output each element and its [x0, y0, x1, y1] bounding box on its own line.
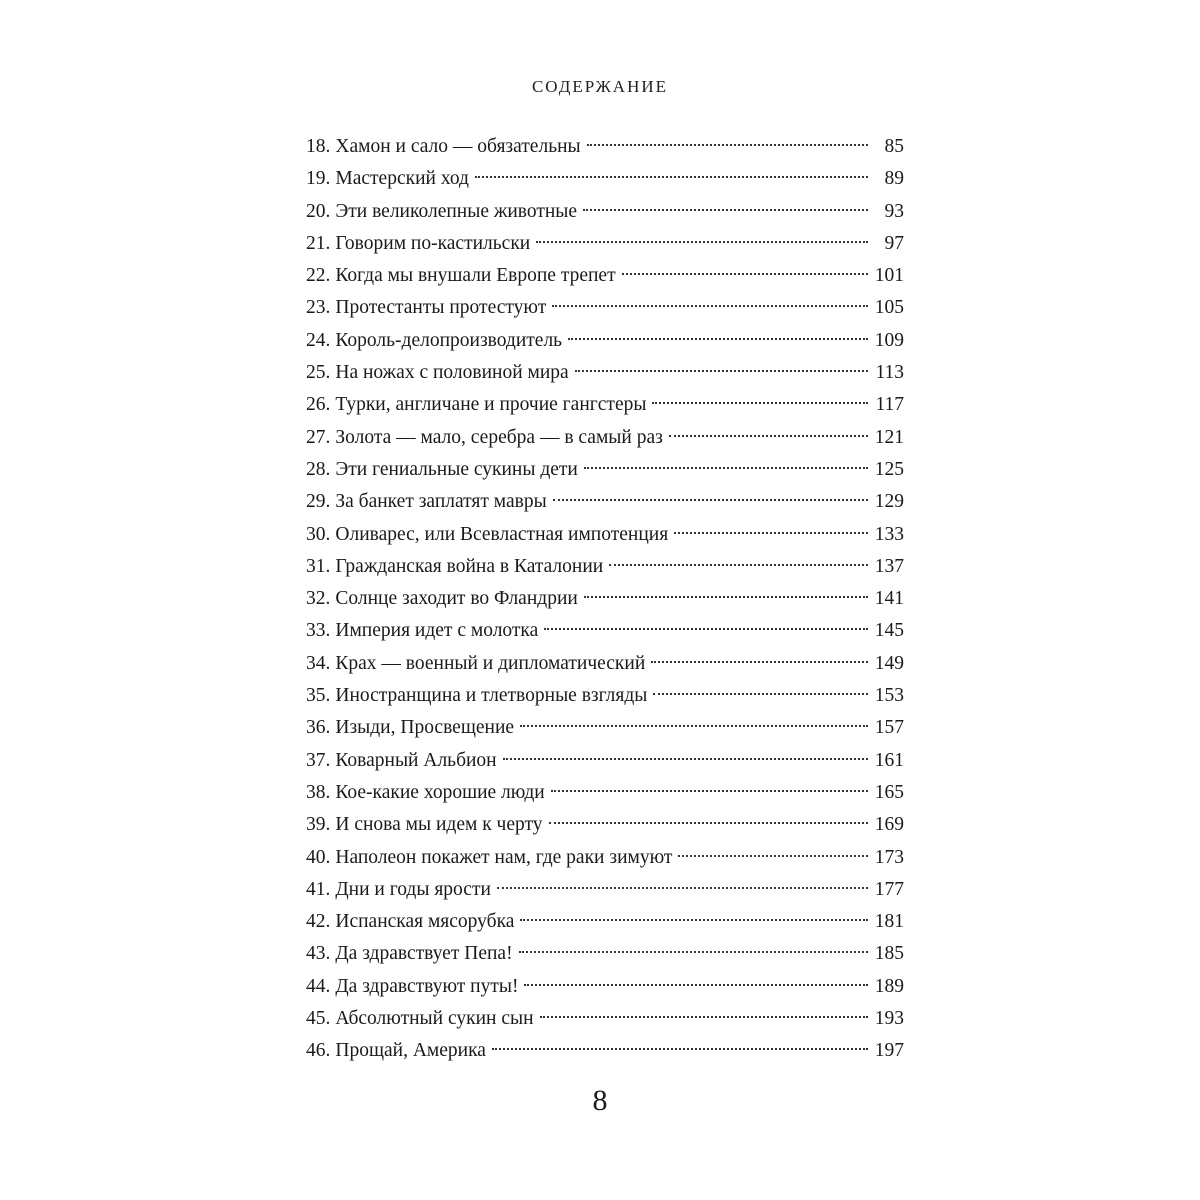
toc-entry	[306, 583, 904, 615]
dot-leader	[551, 790, 868, 792]
dot-leader	[553, 499, 868, 501]
dot-leader	[552, 305, 868, 307]
toc-entry-number: 39.	[306, 814, 331, 836]
dot-leader	[568, 338, 868, 340]
toc-entry-title: Гражданская война в Каталонии	[335, 555, 604, 577]
toc-entry	[306, 1003, 904, 1035]
toc-entry-number: 42.	[306, 911, 331, 933]
toc-entry-title: Король-делопроизводитель	[335, 329, 563, 351]
dot-leader	[622, 273, 868, 275]
toc-entry-number: 36.	[306, 717, 331, 739]
dot-leader	[674, 532, 868, 534]
dot-leader	[492, 1048, 868, 1050]
dot-leader	[651, 661, 868, 663]
dot-leader	[544, 628, 868, 630]
toc-entry-page: 153	[874, 685, 904, 707]
toc-entry-page: 137	[874, 555, 904, 577]
toc-entry-number: 28.	[306, 458, 331, 480]
toc-entry-page: 113	[875, 362, 904, 384]
toc-entry-page: 97	[884, 232, 904, 254]
toc-entry-title: Дни и годы ярости	[335, 878, 491, 900]
toc-entry-title: Абсолютный сукин сын	[335, 1008, 534, 1030]
table-of-contents	[306, 131, 904, 1068]
toc-entry-title: Солнце заходит во Фландрии	[335, 588, 578, 610]
toc-entry-page: 85	[884, 136, 904, 157]
toc-entry	[306, 615, 904, 647]
toc-entry-title: И снова мы идем к черту	[335, 814, 543, 836]
toc-entry	[306, 971, 904, 1003]
toc-entry-title: Говорим по-кастильски	[335, 232, 531, 254]
toc-entry	[306, 357, 904, 389]
dot-leader	[503, 758, 868, 760]
toc-entry-number: 46.	[306, 1040, 331, 1062]
toc-entry-number: 31.	[306, 555, 331, 577]
toc-entry-number: 24.	[306, 329, 331, 351]
toc-entry	[306, 260, 904, 292]
toc-entry-page: 185	[874, 943, 904, 965]
dot-leader	[519, 951, 868, 953]
toc-entry	[306, 906, 904, 938]
toc-entry-page: 189	[874, 975, 904, 997]
toc-entry-page: 193	[874, 1008, 904, 1030]
dot-leader	[520, 919, 868, 921]
toc-entry-page: 89	[884, 168, 904, 190]
dot-leader	[678, 855, 868, 857]
toc-entry-title: Эти великолепные животные	[335, 200, 578, 222]
dot-leader	[669, 435, 868, 437]
dot-leader	[497, 887, 868, 889]
toc-entry-page: 165	[874, 781, 904, 803]
toc-entry-page: 101	[874, 265, 904, 287]
dot-leader	[540, 1016, 868, 1018]
toc-entry	[306, 809, 904, 841]
dot-leader	[475, 176, 868, 178]
toc-entry	[306, 712, 904, 744]
toc-entry	[306, 389, 904, 421]
toc-entry-number: 45.	[306, 1008, 331, 1030]
toc-entry	[306, 131, 904, 163]
toc-entry-number: 29.	[306, 491, 331, 513]
toc-entry-number: 43.	[306, 943, 331, 965]
toc-entry-page: 109	[874, 329, 904, 351]
toc-entry-number: 33.	[306, 620, 331, 642]
dot-leader	[653, 693, 868, 695]
dot-leader	[583, 209, 868, 211]
toc-entry	[306, 842, 904, 874]
toc-entry-title: Когда мы внушали Европе трепет	[335, 265, 616, 287]
toc-entry-page: 161	[874, 749, 904, 771]
toc-entry-title: Турки, англичане и прочие гангстеры	[335, 394, 647, 416]
toc-entry	[306, 163, 904, 195]
toc-entry-page: 197	[874, 1040, 904, 1062]
toc-entry-number: 34.	[306, 652, 331, 674]
page-number: 8	[592, 1084, 608, 1117]
toc-entry-title: Да здравствуют путы!	[335, 975, 519, 997]
toc-entry-page: 141	[874, 588, 904, 610]
toc-entry-number: 32.	[306, 588, 331, 610]
toc-entry-page: 129	[874, 491, 904, 513]
dot-leader	[536, 241, 868, 243]
toc-entry-title: На ножах с половиной мира	[335, 362, 569, 384]
toc-entry-page: 177	[874, 878, 904, 900]
toc-entry-number: 44.	[306, 975, 331, 997]
toc-entry-number: 35.	[306, 685, 331, 707]
running-head: СОДЕРЖАНИЕ	[531, 77, 669, 96]
toc-entry-page: 149	[874, 652, 904, 674]
toc-entry-number: 18.	[306, 136, 331, 157]
toc-entry-number: 21.	[306, 232, 331, 254]
toc-entry-number: 26.	[306, 394, 331, 416]
toc-entry-title: Да здравствует Пепа!	[335, 943, 513, 965]
toc-entry-title: Крах — военный и дипломатический	[335, 652, 646, 674]
toc-entry-number: 37.	[306, 749, 331, 771]
toc-entry-page: 145	[874, 620, 904, 642]
dot-leader	[609, 564, 868, 566]
toc-entry-number: 40.	[306, 846, 331, 868]
toc-entry-number: 38.	[306, 781, 331, 803]
toc-entry	[306, 745, 904, 777]
dot-leader	[575, 370, 868, 372]
toc-entry-page: 125	[874, 458, 904, 480]
toc-entry-number: 30.	[306, 523, 331, 545]
toc-entry	[306, 648, 904, 680]
toc-entry-page: 157	[874, 717, 904, 739]
dot-leader	[587, 144, 868, 146]
toc-entry	[306, 1035, 904, 1067]
toc-entry	[306, 519, 904, 551]
toc-entry-title: Империя идет с молотка	[335, 620, 539, 642]
dot-leader	[652, 402, 868, 404]
toc-entry-number: 19.	[306, 168, 331, 190]
toc-entry-title: Хамон и сало — обязательны	[335, 136, 581, 157]
toc-entry-title: Изыди, Просвещение	[335, 717, 515, 739]
dot-leader	[549, 822, 868, 824]
toc-entry-title: За банкет заплатят мавры	[335, 491, 547, 513]
dot-leader	[520, 725, 868, 727]
toc-entry-number: 20.	[306, 200, 331, 222]
toc-entry-page: 121	[874, 426, 904, 448]
toc-entry-number: 23.	[306, 297, 331, 319]
toc-entry-number: 41.	[306, 878, 331, 900]
toc-entry	[306, 486, 904, 518]
toc-entry-page: 169	[874, 814, 904, 836]
toc-entry-page: 117	[875, 394, 904, 416]
dot-leader	[524, 984, 868, 986]
toc-entry-title: Коварный Альбион	[335, 749, 497, 771]
toc-entry	[306, 292, 904, 324]
toc-entry	[306, 325, 904, 357]
toc-entry	[306, 777, 904, 809]
toc-entry	[306, 422, 904, 454]
toc-entry-title: Прощай, Америка	[335, 1040, 486, 1062]
toc-entry	[306, 551, 904, 583]
toc-entry-page: 93	[884, 200, 904, 222]
toc-entry	[306, 196, 904, 228]
toc-entry-page: 105	[874, 297, 904, 319]
toc-entry-title: Золота — мало, серебра — в самый раз	[335, 426, 663, 448]
toc-entry-title: Протестанты протестуют	[335, 297, 547, 319]
toc-entry-title: Иностранщина и тлетворные взгляды	[335, 685, 648, 707]
toc-entry	[306, 228, 904, 260]
toc-entry-page: 181	[874, 911, 904, 933]
toc-entry-title: Кое-какие хорошие люди	[335, 781, 545, 803]
toc-entry-title: Мастерский ход	[335, 168, 469, 190]
toc-entry	[306, 938, 904, 970]
toc-entry-title: Эти гениальные сукины дети	[335, 458, 578, 480]
dot-leader	[584, 467, 868, 469]
toc-entry-number: 22.	[306, 265, 331, 287]
toc-entry-title: Оливарес, или Всевластная импотенция	[335, 523, 669, 545]
toc-entry-title: Испанская мясорубка	[335, 911, 515, 933]
toc-entry-page: 133	[874, 523, 904, 545]
toc-entry-page: 173	[874, 846, 904, 868]
toc-entry	[306, 454, 904, 486]
toc-entry-number: 27.	[306, 426, 331, 448]
toc-entry-title: Наполеон покажет нам, где раки зимуют	[335, 846, 673, 868]
toc-entry	[306, 874, 904, 906]
toc-entry	[306, 680, 904, 712]
dot-leader	[584, 596, 868, 598]
toc-entry-number: 25.	[306, 362, 331, 384]
